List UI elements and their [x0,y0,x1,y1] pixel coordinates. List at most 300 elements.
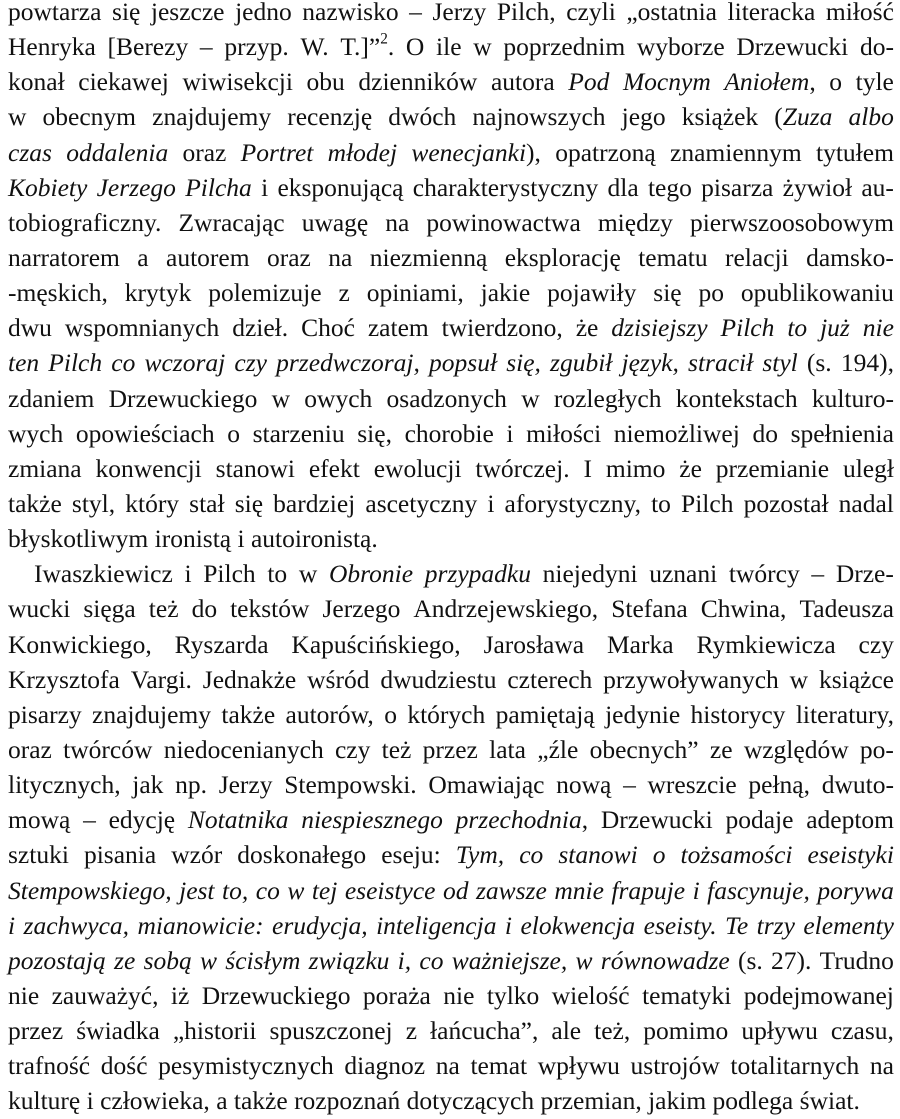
text-line [8,486,894,521]
text-run: mową [8,805,71,835]
text-run: Drze- [835,559,894,589]
word [622,345,679,380]
word [232,310,288,345]
word [637,29,725,64]
italic-text: już [820,313,850,343]
italic-text: wenecjanki [411,137,527,167]
text-run: zmiana [8,453,82,483]
word [8,943,106,978]
text-run: Drzewuckiego [201,980,351,1010]
word [144,345,225,380]
word [728,0,816,29]
text-run: wzór [171,840,223,870]
text-run: po- [859,734,894,764]
text-run: a [216,1086,228,1116]
word [235,486,263,521]
word [590,732,699,767]
word [182,64,292,99]
text-run: literatury, [795,699,894,729]
word [365,486,477,521]
text-run: Trudno [819,945,894,975]
word [787,310,807,345]
word [84,837,156,872]
word [370,240,488,275]
text-run: nazwisko [302,0,399,26]
text-run: „historii [172,1016,257,1046]
word [8,486,62,521]
text-run: – [199,32,213,62]
text-run: wpływu [537,1051,620,1081]
text-run: przez [8,1016,64,1046]
word [100,1083,210,1118]
word [651,486,671,521]
italic-text: co [111,348,136,378]
text-run: przemian, [540,1086,642,1116]
italic-text: w [575,945,593,975]
word [425,556,531,591]
word [710,732,733,767]
text-line [8,170,894,205]
text-run: dwu [8,313,52,343]
text-run: I [583,453,592,483]
word [808,837,894,872]
word [430,1013,538,1048]
italic-text: w [287,875,305,905]
text-run: też, [594,1016,631,1046]
text-run: miłość [825,0,894,26]
word [276,345,420,380]
text-run: twórcy [728,559,800,589]
word [83,802,96,837]
text-run: 27). [771,945,812,975]
text-run: Omawiając [428,770,545,800]
text-run: Rymkiewicza [696,629,836,659]
word [273,486,355,521]
text-run: zatem [367,313,429,343]
text-run: efekt [308,453,360,483]
word [234,345,267,380]
word [253,416,345,451]
text-run: też [148,594,179,624]
word [849,99,894,134]
word [575,943,592,978]
word [822,767,894,802]
word [556,767,611,802]
text-run: [Berezy [107,32,189,62]
word [182,135,226,170]
text-run: zauważyć, [51,980,159,1010]
text-run: powinowactwa [426,207,581,237]
word [653,837,666,872]
word [491,64,555,99]
italic-text: eseisty. [643,910,717,940]
text-run: – [409,0,422,26]
text-run: tekstów [230,594,310,624]
text-run: ewolucji [373,453,462,483]
word [8,837,69,872]
text-run: stał [189,488,225,518]
italic-text: Obronie [328,559,414,589]
italic-text: tożsamości [680,840,793,870]
word [87,1083,94,1118]
word [192,591,218,626]
word [230,591,309,626]
text-run: kulturo- [811,383,894,413]
word [185,170,252,205]
word [552,978,630,1013]
text-run: nie [8,980,40,1010]
text-run: pełną, [748,770,810,800]
italic-text: to, [222,875,249,905]
italic-text: czy [234,348,267,378]
word [235,0,292,29]
italic-text: co [419,945,444,975]
text-run: także [221,699,276,729]
document-body [8,0,894,1119]
word [284,767,416,802]
text-run: konał [8,67,65,97]
text-run: podejmowanej [743,980,894,1010]
word [554,873,604,908]
text-run: Stefana [611,594,688,624]
word [551,1013,581,1048]
word [696,627,835,662]
word [606,451,666,486]
word [302,205,369,240]
text-run: autorów, [285,699,374,729]
word [200,29,213,64]
word [806,240,894,275]
word [307,662,369,697]
word [203,662,296,697]
text-run: obecnych” [589,734,699,764]
text-run: się [112,0,141,26]
text-line [8,521,894,556]
text-run: się, [357,418,392,448]
text-run: obu [306,67,345,97]
word [272,908,368,943]
text-run: tyle [855,67,894,97]
word [344,1048,425,1083]
italic-text: Tym, [455,840,505,870]
italic-text: przedwczoraj, [276,348,420,378]
text-run: aforystyczny, [504,488,641,518]
text-line [8,205,894,240]
word [406,1013,417,1048]
text-run: twierdzono, [441,313,563,343]
word [8,135,52,170]
text-run: poraża [362,980,431,1010]
text-run: Drzewuckiego [108,383,258,413]
text-run: łańcucha”, [430,1016,539,1046]
text-run: Pilch, [496,0,556,26]
word [470,1048,527,1083]
word [701,591,787,626]
word [836,556,894,591]
text-run: ( [774,102,783,132]
text-line [8,1013,894,1048]
word [125,275,192,310]
text-run: chorobie [404,418,494,448]
word [8,767,121,802]
text-run: jedynie [605,699,681,729]
italic-text: jest [179,875,215,905]
text-run: ciekawej [78,67,169,97]
text-run: między [597,207,673,237]
italic-text: ten [8,348,40,378]
text-run: czterech [507,664,593,694]
text-run: spuszczonej [269,1016,393,1046]
text-run: ), [526,137,541,167]
text-run: polemizuje [208,278,322,308]
text-run: damsko- [806,242,894,272]
italic-text: Pilcha [185,172,252,202]
word [322,591,400,626]
text-run: ascetyczny [365,488,478,518]
word [137,240,148,275]
word [175,627,269,662]
word [155,521,232,556]
text-line [8,943,894,978]
text-run: ze [709,734,733,764]
word [601,802,713,837]
word [550,345,612,380]
word [738,943,763,978]
word [790,662,808,697]
word [682,99,758,134]
word [856,64,894,99]
word [329,556,413,591]
text-run: książce [818,664,894,694]
word [101,1048,148,1083]
word [594,1013,630,1048]
text-run: się [653,278,682,308]
text-run: do [752,418,778,448]
word [681,486,733,521]
word [208,275,321,310]
text-run: w [8,102,27,132]
text-run: Ryszarda [174,629,269,659]
word [34,556,173,591]
word [48,345,102,380]
text-run: zdaniem [8,383,95,413]
text-line [8,345,894,380]
word [649,556,717,591]
text-run: jakim [648,1086,707,1116]
text-run: Henryka [8,32,96,62]
word [521,381,539,416]
word [713,1083,794,1118]
word [783,170,852,205]
text-run: Iwaszkiewicz [34,559,173,589]
word [817,873,894,908]
text-run: Jerzy [218,770,273,800]
word [829,64,842,99]
word [8,64,65,99]
italic-text: ze [114,945,136,975]
word [771,943,811,978]
text-run: twórców [63,734,153,764]
italic-text: Pilch [720,313,775,343]
word [688,345,753,380]
italic-text: Jerzego [96,172,176,202]
text-run: ironistą [154,524,232,554]
word [870,1048,894,1083]
text-run: Pilch [681,488,734,518]
text-run: tylko [486,980,540,1010]
word [227,416,240,451]
word [382,732,412,767]
word [368,310,429,345]
word [487,486,494,521]
word [860,732,894,767]
text-run: dwóch [388,102,457,132]
word [611,310,707,345]
text-run: sztuki [8,840,69,870]
text-run: autorem [166,242,250,272]
italic-text: inteligencja [376,910,497,940]
text-run: w [473,32,492,62]
text-run: że [575,313,599,343]
word [398,943,411,978]
word [131,662,192,697]
word [357,416,392,451]
italic-text: zawsze [475,875,547,905]
word [166,240,250,275]
text-run: na [435,1051,460,1081]
text-run: doskonałego [237,840,367,870]
italic-text: stracił [688,348,754,378]
word [693,873,700,908]
text-run: nadal [838,488,894,518]
text-run: niemożliwej [613,418,740,448]
word [653,275,681,310]
italic-text: elementy [803,910,894,940]
text-run: oraz [266,242,311,272]
word [363,978,431,1013]
text-run: mimo [605,453,666,483]
word [307,64,345,99]
word [744,486,829,521]
text-run: pozostał [743,488,829,518]
word [614,416,740,451]
word [291,627,460,662]
italic-text: nie [862,313,894,343]
word [286,697,374,732]
text-run: Jerzy [432,0,487,26]
word [328,240,352,275]
italic-text: dzisiejszy [611,313,708,343]
text-run: opowieściach [75,418,215,448]
word [643,1013,728,1048]
italic-text: i [692,875,700,905]
text-run: O [405,32,425,62]
text-run: na [385,207,410,237]
word [406,29,424,64]
text-line [8,591,894,626]
text-run: że [679,453,702,483]
text-run: dwudziestu [380,664,497,694]
italic-text: co [519,840,544,870]
italic-text: od [442,875,469,905]
text-run: eksponującą [277,172,404,202]
text-run: Choć [301,313,355,343]
text-run: Jarosława [483,629,585,659]
italic-text: zachwyca, [23,910,130,940]
word [648,1083,706,1118]
word [638,240,707,275]
text-run: tego [647,172,692,202]
word [605,697,680,732]
word [384,697,397,732]
word [287,99,372,134]
word [179,873,214,908]
word [219,767,273,802]
word [540,1083,641,1118]
text-run: nie [443,980,475,1010]
word [757,908,795,943]
footnote-marker: 2 [380,30,388,48]
text-run: w [789,664,809,694]
text-run: ale [551,1016,582,1046]
text-run: i [184,559,192,589]
text-run: jedno [235,0,292,26]
text-line [8,135,894,170]
text-line [8,732,894,767]
word [707,873,810,908]
word [426,205,580,240]
text-run: rozpoznań [294,1086,401,1116]
word [800,1083,860,1118]
word [238,521,245,556]
word [8,170,87,205]
text-run: czy [858,629,894,659]
word [216,1083,227,1118]
text-run: kulturę [8,1086,81,1116]
text-run: oraz [182,137,227,167]
word [225,943,300,978]
italic-text: pozostają [8,945,106,975]
text-run: twórczej. [475,453,570,483]
word [863,310,894,345]
word [601,943,730,978]
word [8,521,148,556]
word [774,99,832,134]
word [452,943,567,978]
text-run: np. [175,770,207,800]
word [608,170,639,205]
text-run: Stempowski. [284,770,417,800]
word [475,451,569,486]
word [8,205,161,240]
word [8,873,172,908]
text-run: iż [170,980,190,1010]
text-run: pierwszoosobowym [689,207,894,237]
text-run: pisarza [701,172,774,202]
text-run: niedocenianych [163,734,324,764]
italic-text: eseistyki [807,840,894,870]
word [843,451,894,486]
italic-text: w [200,945,218,975]
word [752,416,778,451]
text-line [8,556,894,591]
text-run: sięga [83,594,136,624]
italic-text: Mocnym [622,67,711,97]
word [443,873,469,908]
word [114,943,135,978]
text-run: au- [861,172,894,202]
word [519,837,543,872]
